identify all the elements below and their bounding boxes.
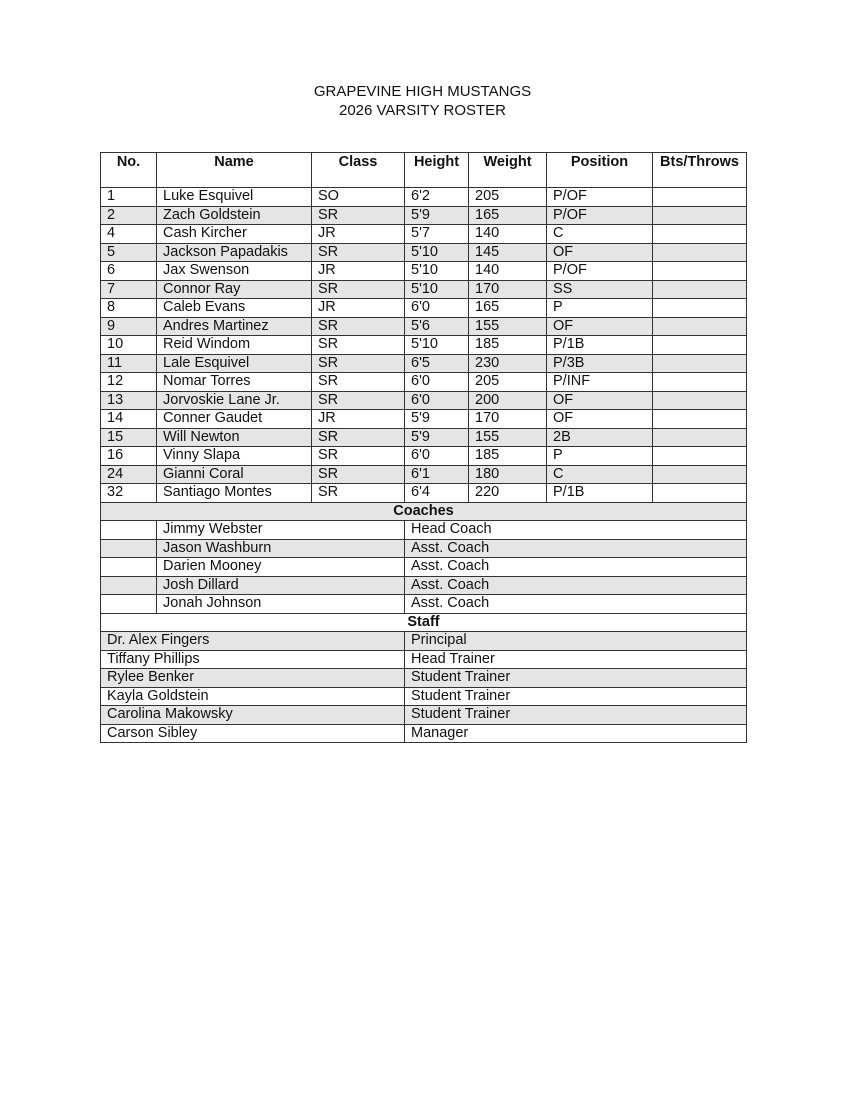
player-name: Nomar Torres [157,373,312,392]
coach-name: Jason Washburn [157,539,405,558]
player-bats-throws [653,465,747,484]
player-height: 5'9 [405,206,469,225]
player-number: 1 [101,188,157,207]
table-row [101,206,747,225]
table-row [101,317,747,336]
player-class: JR [312,299,405,318]
player-height: 5'6 [405,317,469,336]
player-name: Lale Esquivel [157,354,312,373]
staff-role: Student Trainer [405,706,747,725]
staff-row [101,669,747,688]
player-position: C [547,465,653,484]
player-number: 24 [101,465,157,484]
player-weight: 170 [469,280,547,299]
player-name: Jax Swenson [157,262,312,281]
player-bats-throws [653,336,747,355]
player-number: 15 [101,428,157,447]
player-class: SO [312,188,405,207]
player-height: 6'0 [405,447,469,466]
coach-spacer [101,558,157,577]
player-number: 10 [101,336,157,355]
staff-role: Student Trainer [405,669,747,688]
player-class: SR [312,447,405,466]
player-bats-throws [653,391,747,410]
player-position: 2B [547,428,653,447]
player-weight: 230 [469,354,547,373]
player-number: 12 [101,373,157,392]
roster-table [100,152,747,743]
player-weight: 185 [469,336,547,355]
player-bats-throws [653,317,747,336]
staff-role: Student Trainer [405,687,747,706]
player-weight: 155 [469,317,547,336]
player-number: 9 [101,317,157,336]
table-row [101,243,747,262]
coaches-section-row [101,502,747,521]
table-row [101,299,747,318]
player-number: 16 [101,447,157,466]
player-height: 5'10 [405,243,469,262]
player-position: P/1B [547,484,653,503]
coach-name: Jonah Johnson [157,595,405,614]
staff-name: Carolina Makowsky [101,706,405,725]
player-height: 6'2 [405,188,469,207]
table-row [101,373,747,392]
column-header-weight: Weight [469,153,547,188]
player-number: 5 [101,243,157,262]
player-height: 6'0 [405,299,469,318]
player-bats-throws [653,280,747,299]
table-header-row [101,153,747,188]
player-weight: 155 [469,428,547,447]
coach-spacer [101,595,157,614]
staff-name: Tiffany Phillips [101,650,405,669]
player-name: Will Newton [157,428,312,447]
staff-role: Head Trainer [405,650,747,669]
table-row [101,336,747,355]
player-name: Vinny Slapa [157,447,312,466]
player-class: JR [312,225,405,244]
player-bats-throws [653,262,747,281]
table-row [101,447,747,466]
player-weight: 140 [469,262,547,281]
player-number: 8 [101,299,157,318]
player-number: 14 [101,410,157,429]
coach-role: Asst. Coach [405,539,747,558]
staff-row [101,687,747,706]
player-height: 5'7 [405,225,469,244]
player-bats-throws [653,188,747,207]
table-row [101,188,747,207]
player-class: SR [312,206,405,225]
coach-name: Darien Mooney [157,558,405,577]
player-class: SR [312,465,405,484]
table-row [101,280,747,299]
player-position: SS [547,280,653,299]
coach-name: Josh Dillard [157,576,405,595]
player-class: SR [312,428,405,447]
player-height: 5'9 [405,428,469,447]
player-position: P/INF [547,373,653,392]
coach-row [101,539,747,558]
staff-heading: Staff [101,613,747,632]
player-position: P/OF [547,206,653,225]
coach-row [101,521,747,540]
staff-role: Principal [405,632,747,651]
player-class: SR [312,484,405,503]
player-height: 5'10 [405,280,469,299]
player-height: 5'9 [405,410,469,429]
coach-spacer [101,539,157,558]
player-weight: 145 [469,243,547,262]
player-number: 4 [101,225,157,244]
player-weight: 205 [469,373,547,392]
player-height: 5'10 [405,262,469,281]
coach-role: Asst. Coach [405,558,747,577]
column-header-no: No. [101,153,157,188]
player-bats-throws [653,243,747,262]
coach-row [101,576,747,595]
player-bats-throws [653,447,747,466]
staff-name: Rylee Benker [101,669,405,688]
player-weight: 140 [469,225,547,244]
table-row [101,391,747,410]
coach-role: Head Coach [405,521,747,540]
player-weight: 220 [469,484,547,503]
player-position: P [547,447,653,466]
player-position: OF [547,410,653,429]
table-row [101,354,747,373]
coach-spacer [101,521,157,540]
player-class: SR [312,373,405,392]
staff-role: Manager [405,724,747,743]
player-bats-throws [653,373,747,392]
player-name: Reid Windom [157,336,312,355]
player-position: OF [547,243,653,262]
player-weight: 170 [469,410,547,429]
player-weight: 165 [469,206,547,225]
player-name: Santiago Montes [157,484,312,503]
table-row [101,465,747,484]
table-row [101,428,747,447]
table-row [101,410,747,429]
player-number: 11 [101,354,157,373]
player-position: P/OF [547,188,653,207]
roster-title: 2026 VARSITY ROSTER [338,102,506,119]
column-header-class: Class [312,153,405,188]
staff-row [101,706,747,725]
staff-name: Carson Sibley [101,724,405,743]
column-header-name: Name [157,153,312,188]
player-bats-throws [653,299,747,318]
coach-spacer [101,576,157,595]
player-bats-throws [653,428,747,447]
player-height: 6'5 [405,354,469,373]
player-name: Gianni Coral [157,465,312,484]
player-weight: 185 [469,447,547,466]
coaches-heading: Coaches [101,502,747,521]
coach-role: Asst. Coach [405,595,747,614]
coach-name: Jimmy Webster [157,521,405,540]
player-bats-throws [653,410,747,429]
player-name: Jorvoskie Lane Jr. [157,391,312,410]
staff-name: Dr. Alex Fingers [101,632,405,651]
player-name: Caleb Evans [157,299,312,318]
player-class: SR [312,280,405,299]
roster-body [101,188,747,743]
coach-role: Asst. Coach [405,576,747,595]
player-number: 7 [101,280,157,299]
player-height: 6'4 [405,484,469,503]
coach-row [101,558,747,577]
column-header-height: Height [405,153,469,188]
staff-section-row [101,613,747,632]
player-weight: 165 [469,299,547,318]
player-bats-throws [653,225,747,244]
player-class: SR [312,336,405,355]
player-bats-throws [653,354,747,373]
school-title: GRAPEVINE HIGH MUSTANGS [313,83,532,100]
player-position: OF [547,391,653,410]
player-weight: 200 [469,391,547,410]
column-header-position: Position [547,153,653,188]
player-class: SR [312,354,405,373]
player-position: P/OF [547,262,653,281]
player-height: 5'10 [405,336,469,355]
player-bats-throws [653,206,747,225]
player-position: P [547,299,653,318]
table-row [101,262,747,281]
player-number: 2 [101,206,157,225]
player-class: SR [312,243,405,262]
player-height: 6'0 [405,391,469,410]
staff-row [101,632,747,651]
player-class: JR [312,262,405,281]
table-row [101,484,747,503]
player-number: 13 [101,391,157,410]
player-name: Conner Gaudet [157,410,312,429]
player-class: SR [312,391,405,410]
player-number: 6 [101,262,157,281]
player-number: 32 [101,484,157,503]
column-header-bats-throws: Bts/Throws [653,153,747,188]
player-position: OF [547,317,653,336]
player-class: JR [312,410,405,429]
staff-name: Kayla Goldstein [101,687,405,706]
staff-row [101,724,747,743]
player-bats-throws [653,484,747,503]
player-weight: 205 [469,188,547,207]
staff-row [101,650,747,669]
player-name: Zach Goldstein [157,206,312,225]
player-position: P/1B [547,336,653,355]
player-height: 6'0 [405,373,469,392]
player-height: 6'1 [405,465,469,484]
table-row [101,225,747,244]
player-name: Cash Kircher [157,225,312,244]
coach-row [101,595,747,614]
player-position: P/3B [547,354,653,373]
player-position: C [547,225,653,244]
player-name: Luke Esquivel [157,188,312,207]
player-name: Andres Martinez [157,317,312,336]
player-name: Connor Ray [157,280,312,299]
player-weight: 180 [469,465,547,484]
player-class: SR [312,317,405,336]
player-name: Jackson Papadakis [157,243,312,262]
